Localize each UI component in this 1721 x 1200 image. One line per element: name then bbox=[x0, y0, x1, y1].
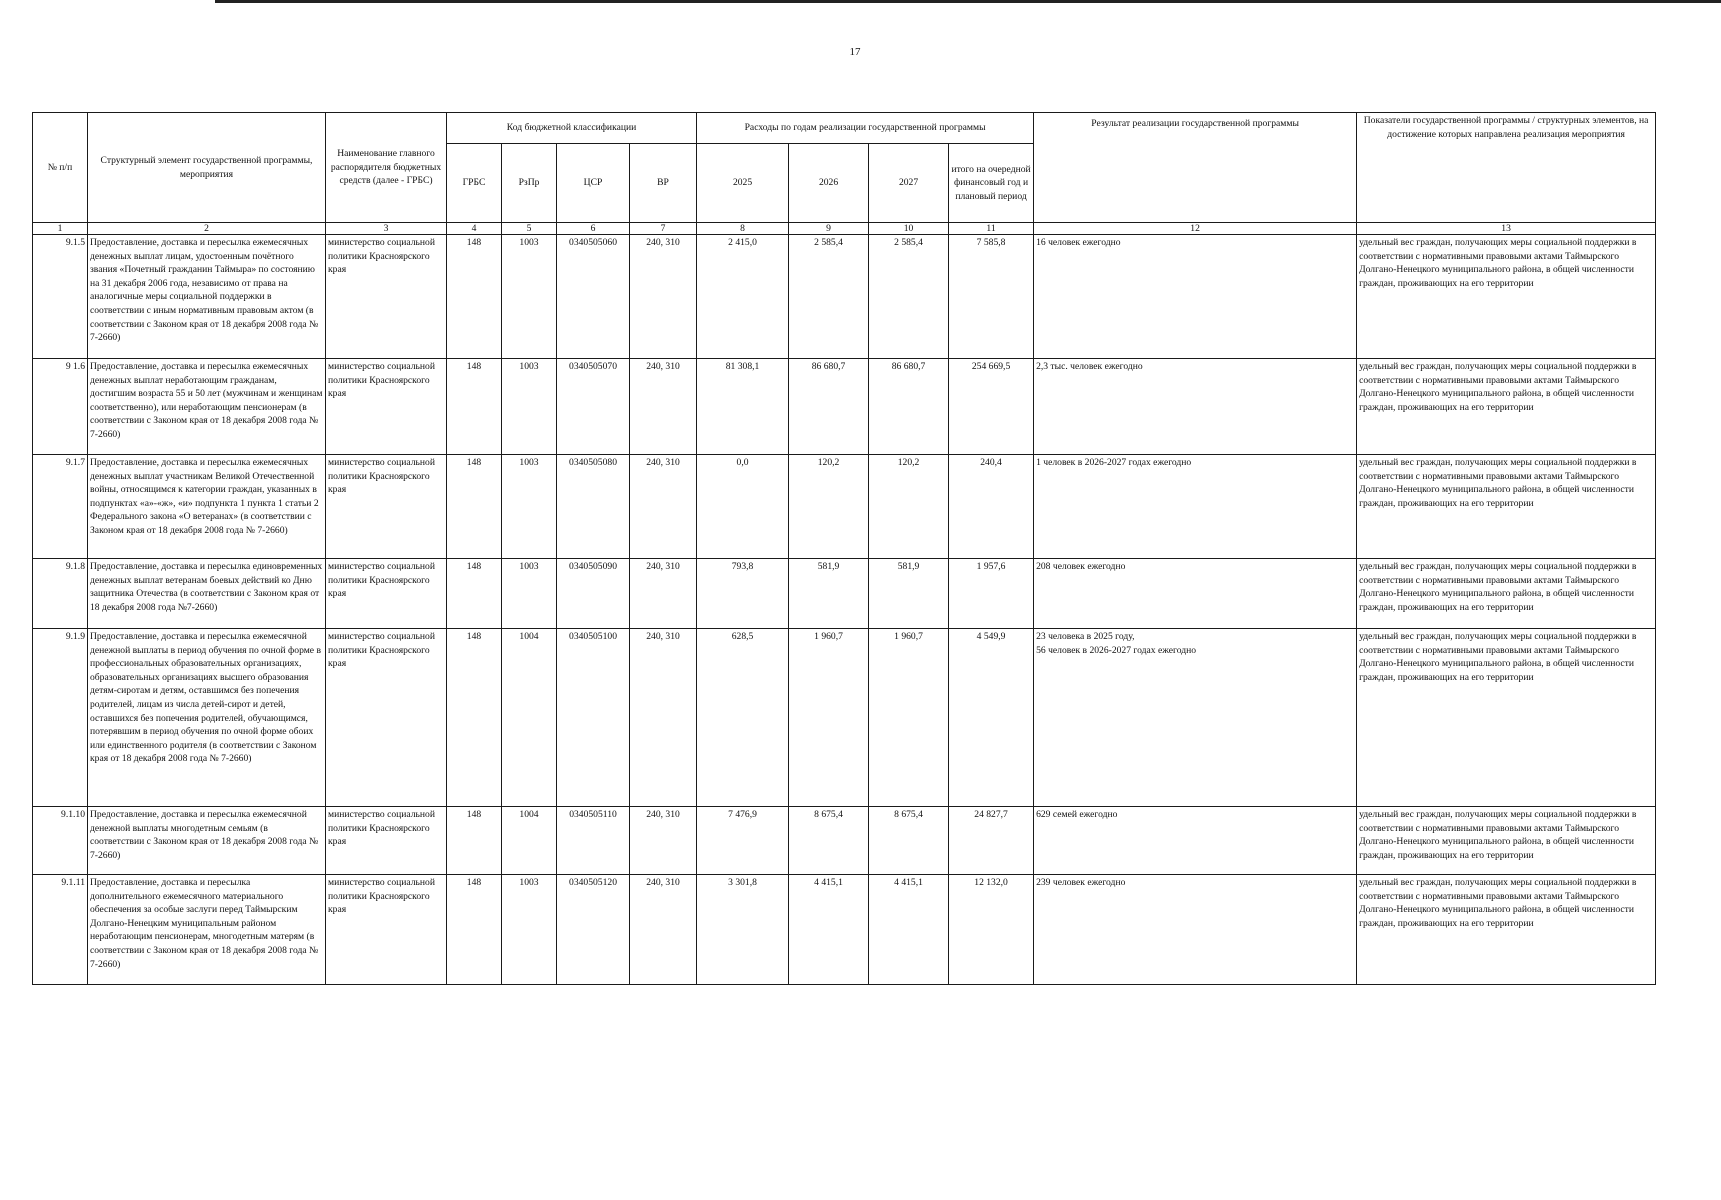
expense-2027: 581,9 bbox=[869, 559, 949, 629]
vr-code: 240, 310 bbox=[630, 807, 697, 875]
table-row bbox=[33, 235, 1656, 359]
result-text: 208 человек ежегодно bbox=[1034, 559, 1357, 629]
element-name: Предоставление, доставка и пересылка ежемесячной денежной выплаты многодетным семьям (в соответствии с Законом края от 18 декабря 2008 года № 7-2660) bbox=[88, 807, 326, 875]
table-row bbox=[33, 455, 1656, 559]
element-name: Предоставление, доставка и пересылка ежемесячных денежных выплат лицам, удостоенным почётного звания «Почетный гражданин Таймыра» по состоянию на 31 декабря 2006 года, независимо от права на аналогичные меры социальной поддержки в соответствии с иным нормативным правовым актом (в соответствии с Законом края от 18 декабря 2008 года № 7-2660) bbox=[88, 235, 326, 359]
expense-2027: 4 415,1 bbox=[869, 875, 949, 985]
header-kbk: Код бюджетной классификации bbox=[447, 113, 697, 144]
indicator-text: удельный вес граждан, получающих меры социальной поддержки в соответствии с нормативными правовыми актами Таймырского Долгано-Ненецкого муниципального района, в общей численности граждан, проживающих на его территории bbox=[1357, 235, 1656, 359]
expense-2027: 8 675,4 bbox=[869, 807, 949, 875]
header-grbs: ГРБС bbox=[447, 144, 502, 223]
vr-code: 240, 310 bbox=[630, 629, 697, 807]
rzpr-code: 1003 bbox=[502, 559, 557, 629]
page-number: 17 bbox=[849, 46, 861, 58]
row-number: 9.1.8 bbox=[33, 559, 88, 629]
grbs-name: министерство социальной политики Красноярского края bbox=[326, 875, 447, 985]
expense-2026: 4 415,1 bbox=[789, 875, 869, 985]
row-number: 9 1.6 bbox=[33, 359, 88, 455]
column-number: 3 bbox=[326, 223, 447, 235]
rzpr-code: 1003 bbox=[502, 455, 557, 559]
grbs-name: министерство социальной политики Красноярского края bbox=[326, 807, 447, 875]
grbs-code: 148 bbox=[447, 559, 502, 629]
expense-2025: 3 301,8 bbox=[697, 875, 789, 985]
element-name: Предоставление, доставка и пересылка ежемесячных денежных выплат участникам Великой Отечественной войны, относящимся к категории граждан, указанных в подпунктах «а»-«ж», «и» подпункта 1 пункта 1 статьи 2 Федерального закона «О ветеранах» (в соответствии с Законом края от 18 декабря 2008 года № 7-2660) bbox=[88, 455, 326, 559]
column-number: 5 bbox=[502, 223, 557, 235]
expense-2025: 7 476,9 bbox=[697, 807, 789, 875]
expense-total: 1 957,6 bbox=[949, 559, 1034, 629]
header-element: Структурный элемент государственной программы, мероприятия bbox=[88, 113, 326, 223]
expense-total: 12 132,0 bbox=[949, 875, 1034, 985]
row-number: 9.1.7 bbox=[33, 455, 88, 559]
result-text: 23 человека в 2025 году, 56 человек в 2026-2027 годах ежегодно bbox=[1034, 629, 1357, 807]
row-number: 9.1.9 bbox=[33, 629, 88, 807]
grbs-name: министерство социальной политики Красноярского края bbox=[326, 359, 447, 455]
element-name: Предоставление, доставка и пересылка единовременных денежных выплат ветеранам боевых действий ко Дню защитника Отечества (в соответствии с Законом края от 18 декабря 2008 года №7-2660) bbox=[88, 559, 326, 629]
table-row bbox=[33, 359, 1656, 455]
csr-code: 0340505060 bbox=[557, 235, 630, 359]
expense-2026: 120,2 bbox=[789, 455, 869, 559]
expense-2025: 628,5 bbox=[697, 629, 789, 807]
csr-code: 0340505090 bbox=[557, 559, 630, 629]
grbs-name: министерство социальной политики Красноярского края bbox=[326, 455, 447, 559]
column-number: 8 bbox=[697, 223, 789, 235]
grbs-code: 148 bbox=[447, 455, 502, 559]
column-number: 2 bbox=[88, 223, 326, 235]
rzpr-code: 1003 bbox=[502, 875, 557, 985]
table-row bbox=[33, 629, 1656, 807]
element-name: Предоставление, доставка и пересылка ежемесячной денежной выплаты в период обучения по очной форме в профессиональных образовательных организациях, образовательных организациях высшего образования детям-сиротам и детям, оставшимся без попечения родителей, лицам из числа детей-сирот и детей, оставшихся без попечения родителей, обучающимся, потерявшим в период обучения по очной форме обоих или единственного родителя (в соответствии с Законом края от 18 декабря 2008 года № 7-2660) bbox=[88, 629, 326, 807]
header-total: итого на очередной финансовый год и плановый период bbox=[949, 144, 1034, 223]
result-text: 239 человек ежегодно bbox=[1034, 875, 1357, 985]
column-number: 10 bbox=[869, 223, 949, 235]
grbs-code: 148 bbox=[447, 235, 502, 359]
column-number: 12 bbox=[1034, 223, 1357, 235]
grbs-name: министерство социальной политики Красноярского края bbox=[326, 559, 447, 629]
header-csr: ЦСР bbox=[557, 144, 630, 223]
vr-code: 240, 310 bbox=[630, 875, 697, 985]
expense-2025: 81 308,1 bbox=[697, 359, 789, 455]
expense-2025: 0,0 bbox=[697, 455, 789, 559]
expense-2026: 86 680,7 bbox=[789, 359, 869, 455]
table-row bbox=[33, 559, 1656, 629]
row-number: 9.1.10 bbox=[33, 807, 88, 875]
element-name: Предоставление, доставка и пересылка ежемесячных денежных выплат неработающим гражданам, достигшим возраста 55 и 50 лет (мужчинам и женщинам соответственно), или неработающим пенсионерам (в соответствии с Законом края от 18 декабря 2008 года № 7-2660) bbox=[88, 359, 326, 455]
column-number-row bbox=[33, 223, 1656, 235]
indicator-text: удельный вес граждан, получающих меры социальной поддержки в соответствии с нормативными правовыми актами Таймырского Долгано-Ненецкого муниципального района, в общей численности граждан, проживающих на его территории bbox=[1357, 629, 1656, 807]
top-border-line bbox=[215, 0, 1721, 3]
header-indicators: Показатели государственной программы / структурных элементов, на достижение которых направлена реализация мероприятия bbox=[1357, 113, 1656, 223]
expense-total: 7 585,8 bbox=[949, 235, 1034, 359]
column-number: 11 bbox=[949, 223, 1034, 235]
vr-code: 240, 310 bbox=[630, 455, 697, 559]
header-2026: 2026 bbox=[789, 144, 869, 223]
column-number: 6 bbox=[557, 223, 630, 235]
column-number: 13 bbox=[1357, 223, 1656, 235]
expense-2026: 1 960,7 bbox=[789, 629, 869, 807]
result-text: 629 семей ежегодно bbox=[1034, 807, 1357, 875]
rzpr-code: 1003 bbox=[502, 359, 557, 455]
expense-2025: 793,8 bbox=[697, 559, 789, 629]
indicator-text: удельный вес граждан, получающих меры социальной поддержки в соответствии с нормативными правовыми актами Таймырского Долгано-Ненецкого муниципального района, в общей численности граждан, проживающих на его территории bbox=[1357, 807, 1656, 875]
csr-code: 0340505110 bbox=[557, 807, 630, 875]
expense-2025: 2 415,0 bbox=[697, 235, 789, 359]
rzpr-code: 1004 bbox=[502, 807, 557, 875]
expense-2026: 2 585,4 bbox=[789, 235, 869, 359]
header-vr: ВР bbox=[630, 144, 697, 223]
indicator-text: удельный вес граждан, получающих меры социальной поддержки в соответствии с нормативными правовыми актами Таймырского Долгано-Ненецкого муниципального района, в общей численности граждан, проживающих на его территории bbox=[1357, 875, 1656, 985]
indicator-text: удельный вес граждан, получающих меры социальной поддержки в соответствии с нормативными правовыми актами Таймырского Долгано-Ненецкого муниципального района, в общей численности граждан, проживающих на его территории bbox=[1357, 455, 1656, 559]
header-num: № п/п bbox=[33, 113, 88, 223]
header-grbs-name: Наименование главного распорядителя бюджетных средств (далее - ГРБС) bbox=[326, 113, 447, 223]
csr-code: 0340505070 bbox=[557, 359, 630, 455]
rzpr-code: 1004 bbox=[502, 629, 557, 807]
csr-code: 0340505120 bbox=[557, 875, 630, 985]
expense-2026: 8 675,4 bbox=[789, 807, 869, 875]
expense-total: 24 827,7 bbox=[949, 807, 1034, 875]
result-text: 16 человек ежегодно bbox=[1034, 235, 1357, 359]
vr-code: 240, 310 bbox=[630, 359, 697, 455]
result-text: 2,3 тыс. человек ежегодно bbox=[1034, 359, 1357, 455]
expense-2027: 120,2 bbox=[869, 455, 949, 559]
column-number: 4 bbox=[447, 223, 502, 235]
expense-2027: 86 680,7 bbox=[869, 359, 949, 455]
vr-code: 240, 310 bbox=[630, 559, 697, 629]
result-text: 1 человек в 2026-2027 годах ежегодно bbox=[1034, 455, 1357, 559]
indicator-text: удельный вес граждан, получающих меры социальной поддержки в соответствии с нормативными правовыми актами Таймырского Долгано-Ненецкого муниципального района, в общей численности граждан, проживающих на его территории bbox=[1357, 359, 1656, 455]
expense-2027: 2 585,4 bbox=[869, 235, 949, 359]
header-expenses: Расходы по годам реализации государственной программы bbox=[697, 113, 1034, 144]
grbs-code: 148 bbox=[447, 875, 502, 985]
grbs-code: 148 bbox=[447, 629, 502, 807]
header-result: Результат реализации государственной программы bbox=[1034, 113, 1357, 223]
program-table bbox=[32, 112, 1656, 985]
indicator-text: удельный вес граждан, получающих меры социальной поддержки в соответствии с нормативными правовыми актами Таймырского Долгано-Ненецкого муниципального района, в общей численности граждан, проживающих на его территории bbox=[1357, 559, 1656, 629]
table-row bbox=[33, 807, 1656, 875]
expense-2027: 1 960,7 bbox=[869, 629, 949, 807]
csr-code: 0340505080 bbox=[557, 455, 630, 559]
column-number: 9 bbox=[789, 223, 869, 235]
row-number: 9.1.11 bbox=[33, 875, 88, 985]
grbs-code: 148 bbox=[447, 359, 502, 455]
header-2025: 2025 bbox=[697, 144, 789, 223]
expense-2026: 581,9 bbox=[789, 559, 869, 629]
expense-total: 4 549,9 bbox=[949, 629, 1034, 807]
column-number: 7 bbox=[630, 223, 697, 235]
csr-code: 0340505100 bbox=[557, 629, 630, 807]
header-2027: 2027 bbox=[869, 144, 949, 223]
table-row bbox=[33, 875, 1656, 985]
expense-total: 254 669,5 bbox=[949, 359, 1034, 455]
element-name: Предоставление, доставка и пересылка дополнительного ежемесячного материального обеспечения за особые заслуги перед Таймырским Долгано-Ненецким муниципальным районом неработающим пенсионерам, многодетным матерям (в соответствии с Законом края от 18 декабря 2008 года № 7-2660) bbox=[88, 875, 326, 985]
expense-total: 240,4 bbox=[949, 455, 1034, 559]
grbs-code: 148 bbox=[447, 807, 502, 875]
grbs-name: министерство социальной политики Красноярского края bbox=[326, 235, 447, 359]
header-rzpr: РзПр bbox=[502, 144, 557, 223]
vr-code: 240, 310 bbox=[630, 235, 697, 359]
rzpr-code: 1003 bbox=[502, 235, 557, 359]
column-number: 1 bbox=[33, 223, 88, 235]
row-number: 9.1.5 bbox=[33, 235, 88, 359]
grbs-name: министерство социальной политики Красноярского края bbox=[326, 629, 447, 807]
